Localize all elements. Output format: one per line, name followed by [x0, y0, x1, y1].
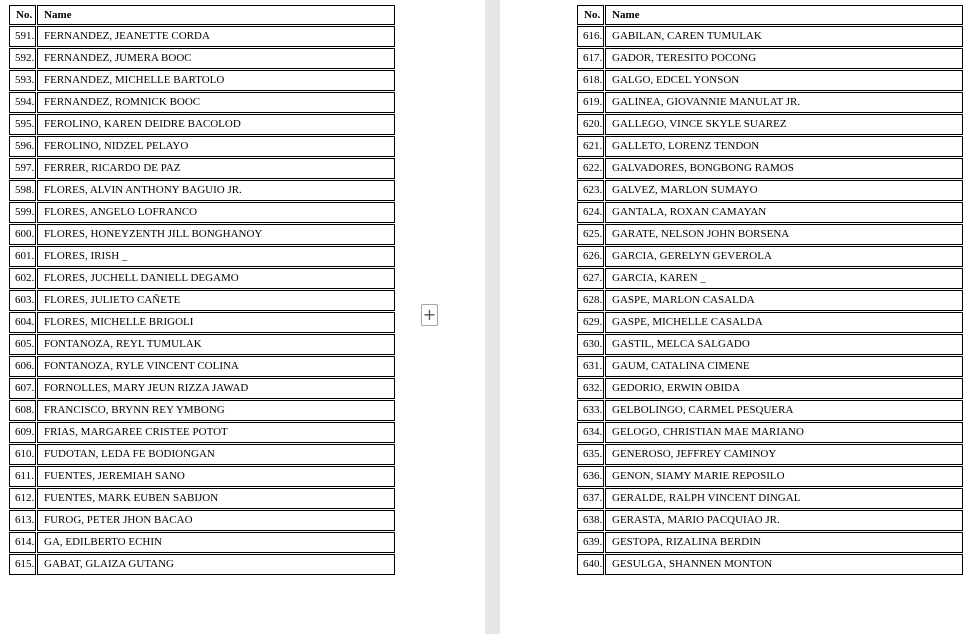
- row-number[interactable]: 601.: [9, 246, 36, 267]
- row-name[interactable]: GERASTA, MARIO PACQUIAO JR.: [605, 510, 963, 531]
- table-row: [9, 356, 395, 377]
- row-number[interactable]: 616.: [577, 26, 604, 47]
- row-number[interactable]: 602.: [9, 268, 36, 289]
- table-row: [577, 290, 963, 311]
- table-row: [577, 444, 963, 465]
- table-row: [9, 48, 395, 69]
- table-row: [9, 510, 395, 531]
- row-name[interactable]: FRIAS, MARGAREE CRISTEE POTOT: [37, 422, 395, 443]
- table-header-row: [9, 5, 395, 25]
- table-row: [577, 554, 963, 575]
- table-row: [9, 444, 395, 465]
- row-number[interactable]: 596.: [9, 136, 36, 157]
- row-number[interactable]: 595.: [9, 114, 36, 135]
- table-row: [577, 158, 963, 179]
- row-number[interactable]: 611.: [9, 466, 36, 487]
- table-row: [577, 510, 963, 531]
- row-number[interactable]: 598.: [9, 180, 36, 201]
- table-row: [577, 532, 963, 553]
- row-number[interactable]: 637.: [577, 488, 604, 509]
- row-name[interactable]: FERNANDEZ, ROMNICK BOOC: [37, 92, 395, 113]
- row-name[interactable]: GADOR, TERESITO POCONG: [605, 48, 963, 69]
- row-name[interactable]: GELBOLINGO, CARMEL PESQUERA: [605, 400, 963, 421]
- row-name[interactable]: FRANCISCO, BRYNN REY YMBONG: [37, 400, 395, 421]
- table-row: [9, 202, 395, 223]
- row-number[interactable]: 618.: [577, 70, 604, 91]
- row-name[interactable]: GALVEZ, MARLON SUMAYO: [605, 180, 963, 201]
- row-name[interactable]: FUROG, PETER JHON BACAO: [37, 510, 395, 531]
- row-name[interactable]: FUENTES, MARK EUBEN SABIJON: [37, 488, 395, 509]
- table-row: [577, 488, 963, 509]
- row-name[interactable]: FORNOLLES, MARY JEUN RIZZA JAWAD: [37, 378, 395, 399]
- row-number[interactable]: 591.: [9, 26, 36, 47]
- row-number[interactable]: 593.: [9, 70, 36, 91]
- row-name[interactable]: GALLETO, LORENZ TENDON: [605, 136, 963, 157]
- row-name[interactable]: GEDORIO, ERWIN OBIDA: [605, 378, 963, 399]
- row-name[interactable]: GARCIA, GERELYN GEVEROLA: [605, 246, 963, 267]
- row-number[interactable]: 607.: [9, 378, 36, 399]
- table-row: [9, 268, 395, 289]
- row-number[interactable]: 633.: [577, 400, 604, 421]
- row-name[interactable]: GELOGO, CHRISTIAN MAE MARIANO: [605, 422, 963, 443]
- row-name[interactable]: FONTANOZA, RYLE VINCENT COLINA: [37, 356, 395, 377]
- row-name[interactable]: FERRER, RICARDO DE PAZ: [37, 158, 395, 179]
- table-row: [9, 290, 395, 311]
- header-no: No.: [577, 5, 604, 25]
- row-number[interactable]: 600.: [9, 224, 36, 245]
- row-name[interactable]: FONTANOZA, REYL TUMULAK: [37, 334, 395, 355]
- row-number[interactable]: 597.: [9, 158, 36, 179]
- header-name: Name: [605, 5, 963, 25]
- row-name[interactable]: FUENTES, JEREMIAH SANO: [37, 466, 395, 487]
- names-table-left: [8, 4, 396, 576]
- row-name[interactable]: FEROLINO, NIDZEL PELAYO: [37, 136, 395, 157]
- row-name[interactable]: GANTALA, ROXAN CAMAYAN: [605, 202, 963, 223]
- table-row: [577, 422, 963, 443]
- row-number[interactable]: 619.: [577, 92, 604, 113]
- row-number[interactable]: 599.: [9, 202, 36, 223]
- table-row: [9, 422, 395, 443]
- row-number[interactable]: 623.: [577, 180, 604, 201]
- table-row: [577, 246, 963, 267]
- row-number[interactable]: 634.: [577, 422, 604, 443]
- table-row: [9, 136, 395, 157]
- row-name[interactable]: FLORES, JUCHELL DANIELL DEGAMO: [37, 268, 395, 289]
- row-number[interactable]: 605.: [9, 334, 36, 355]
- row-name[interactable]: FERNANDEZ, JUMERA BOOC: [37, 48, 395, 69]
- row-name[interactable]: GALVADORES, BONGBONG RAMOS: [605, 158, 963, 179]
- page-gap: [485, 0, 500, 634]
- header-no: No.: [9, 5, 36, 25]
- table-row: [577, 400, 963, 421]
- row-name[interactable]: GESTOPA, RIZALINA BERDIN: [605, 532, 963, 553]
- row-number[interactable]: 615.: [9, 554, 36, 575]
- row-name[interactable]: GENON, SIAMY MARIE REPOSILO: [605, 466, 963, 487]
- add-row-button[interactable]: [421, 304, 438, 326]
- table-row: [9, 466, 395, 487]
- row-number[interactable]: 603.: [9, 290, 36, 311]
- table-row: [9, 532, 395, 553]
- row-number[interactable]: 626.: [577, 246, 604, 267]
- row-number[interactable]: 629.: [577, 312, 604, 333]
- row-number[interactable]: 610.: [9, 444, 36, 465]
- table-row: [9, 400, 395, 421]
- row-number[interactable]: 613.: [9, 510, 36, 531]
- table-row: [9, 334, 395, 355]
- row-number[interactable]: 609.: [9, 422, 36, 443]
- row-name[interactable]: FLORES, HONEYZENTH JILL BONGHANOY: [37, 224, 395, 245]
- row-number[interactable]: 612.: [9, 488, 36, 509]
- table-row: [577, 26, 963, 47]
- row-name[interactable]: GARCIA, KAREN _: [605, 268, 963, 289]
- row-name[interactable]: FERNANDEZ, MICHELLE BARTOLO: [37, 70, 395, 91]
- table-row: [577, 378, 963, 399]
- table-row: [9, 246, 395, 267]
- row-name[interactable]: FLORES, ALVIN ANTHONY BAGUIO JR.: [37, 180, 395, 201]
- row-name[interactable]: FUDOTAN, LEDA FE BODIONGAN: [37, 444, 395, 465]
- row-name[interactable]: FEROLINO, KAREN DEIDRE BACOLOD: [37, 114, 395, 135]
- row-name[interactable]: GASPE, MARLON CASALDA: [605, 290, 963, 311]
- row-name[interactable]: GALGO, EDCEL YONSON: [605, 70, 963, 91]
- row-name[interactable]: GERALDE, RALPH VINCENT DINGAL: [605, 488, 963, 509]
- table-row: [9, 158, 395, 179]
- row-name[interactable]: GA, EDILBERTO ECHIN: [37, 532, 395, 553]
- row-number[interactable]: 635.: [577, 444, 604, 465]
- row-number[interactable]: 604.: [9, 312, 36, 333]
- row-name[interactable]: GESULGA, SHANNEN MONTON: [605, 554, 963, 575]
- row-name[interactable]: GARATE, NELSON JOHN BORSENA: [605, 224, 963, 245]
- table-row: [9, 26, 395, 47]
- document-page-left: [0, 0, 485, 634]
- row-number[interactable]: 627.: [577, 268, 604, 289]
- row-number[interactable]: 636.: [577, 466, 604, 487]
- row-number[interactable]: 622.: [577, 158, 604, 179]
- row-name[interactable]: FLORES, ANGELO LOFRANCO: [37, 202, 395, 223]
- row-number[interactable]: 594.: [9, 92, 36, 113]
- names-table-right: [576, 4, 964, 576]
- table-row: [577, 356, 963, 377]
- row-number[interactable]: 640.: [577, 554, 604, 575]
- row-name[interactable]: GASPE, MICHELLE CASALDA: [605, 312, 963, 333]
- table-row: [9, 92, 395, 113]
- row-number[interactable]: 625.: [577, 224, 604, 245]
- row-number[interactable]: 617.: [577, 48, 604, 69]
- table-row: [577, 48, 963, 69]
- row-number[interactable]: 639.: [577, 532, 604, 553]
- table-row: [577, 268, 963, 289]
- table-row: [577, 114, 963, 135]
- row-name[interactable]: GALINEA, GIOVANNIE MANULAT JR.: [605, 92, 963, 113]
- row-name[interactable]: GAUM, CATALINA CIMENE: [605, 356, 963, 377]
- table-row: [577, 92, 963, 113]
- table-row: [577, 70, 963, 91]
- table-row: [577, 224, 963, 245]
- table-row: [9, 70, 395, 91]
- row-number[interactable]: 630.: [577, 334, 604, 355]
- row-number[interactable]: 606.: [9, 356, 36, 377]
- row-number[interactable]: 620.: [577, 114, 604, 135]
- row-name[interactable]: GALLEGO, VINCE SKYLE SUAREZ: [605, 114, 963, 135]
- header-name: Name: [37, 5, 395, 25]
- row-number[interactable]: 608.: [9, 400, 36, 421]
- row-name[interactable]: FERNANDEZ, JEANETTE CORDA: [37, 26, 395, 47]
- row-number[interactable]: 632.: [577, 378, 604, 399]
- row-number[interactable]: 592.: [9, 48, 36, 69]
- row-name[interactable]: GASTIL, MELCA SALGADO: [605, 334, 963, 355]
- table-row: [9, 554, 395, 575]
- table-row: [577, 334, 963, 355]
- table-row: [9, 180, 395, 201]
- row-name[interactable]: FLORES, IRISH _: [37, 246, 395, 267]
- document-page-right: [500, 0, 979, 634]
- table-row: [577, 202, 963, 223]
- table-row: [9, 488, 395, 509]
- table-row: [577, 466, 963, 487]
- row-name[interactable]: GENEROSO, JEFFREY CAMINOY: [605, 444, 963, 465]
- table-row: [577, 312, 963, 333]
- row-name[interactable]: FLORES, JULIETO CAÑETE: [37, 290, 395, 311]
- row-name[interactable]: FLORES, MICHELLE BRIGOLI: [37, 312, 395, 333]
- table-row: [577, 136, 963, 157]
- row-number[interactable]: 624.: [577, 202, 604, 223]
- table-row: [9, 224, 395, 245]
- row-name[interactable]: GABILAN, CAREN TUMULAK: [605, 26, 963, 47]
- table-header-row: [577, 5, 963, 25]
- table-row: [9, 114, 395, 135]
- row-number[interactable]: 631.: [577, 356, 604, 377]
- plus-icon: +: [422, 305, 437, 324]
- table-row: [577, 180, 963, 201]
- row-number[interactable]: 614.: [9, 532, 36, 553]
- table-row: [9, 378, 395, 399]
- row-number[interactable]: 621.: [577, 136, 604, 157]
- row-number[interactable]: 628.: [577, 290, 604, 311]
- row-number[interactable]: 638.: [577, 510, 604, 531]
- row-name[interactable]: GABAT, GLAIZA GUTANG: [37, 554, 395, 575]
- table-row: [9, 312, 395, 333]
